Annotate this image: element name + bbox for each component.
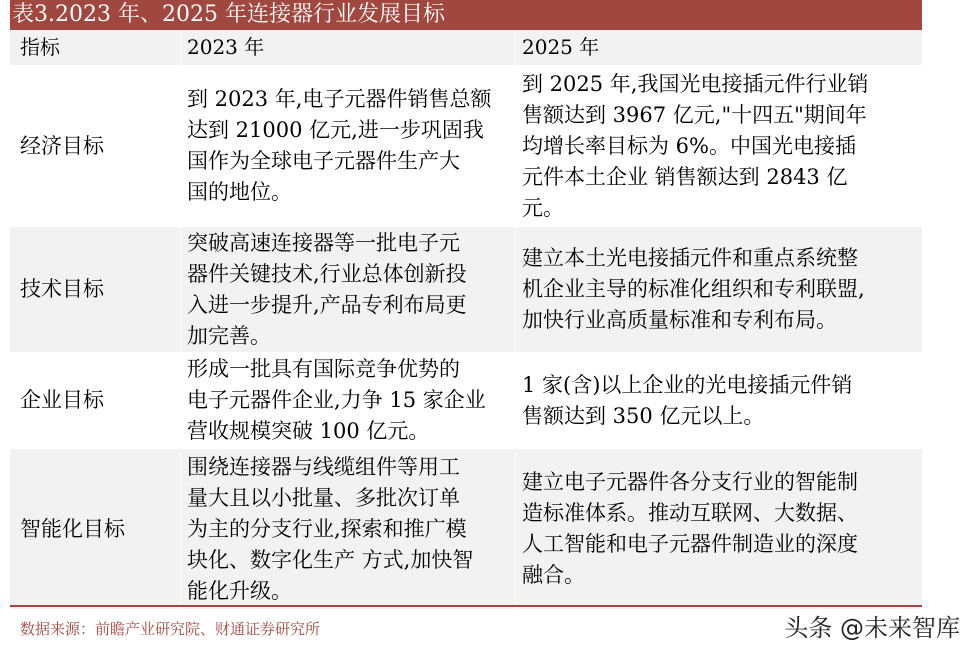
cell-line: 加快行业高质量标准和专利布局。 (522, 308, 837, 332)
cell-line: 入进一步提升,产品专利布局更 (187, 292, 467, 317)
header-indicator: 指标 (20, 35, 60, 59)
cell-line: 块化、数字化生产 方式,加快智 (187, 547, 474, 572)
cell-line: 形成一批具有国际竞争优势的 (187, 357, 460, 381)
cell-y2025 (515, 227, 922, 352)
cell-y2023 (180, 66, 515, 226)
cell-line: 到 2025 年,我国光电接插元件行业销 (522, 71, 869, 96)
row-label: 经济目标 (20, 133, 104, 158)
header-2023: 2023 年 (180, 30, 515, 65)
cell-line: 量大且以小批量、多批次订单 (187, 485, 460, 510)
cell-line: 1 家(含)以上企业的光电接插元件销 (522, 372, 853, 397)
cell-line: 突破高速连接器等一批电子元 (187, 230, 460, 255)
source-note: 数据来源：前瞻产业研究院、财通证券研究所 (20, 620, 321, 638)
cell-line: 造标准体系。推动互联网、大数据、 (522, 501, 858, 525)
cell-line: 器件关键技术,行业总体创新投 (187, 261, 467, 286)
cell-line: 元件本土企业 销售额达到 2843 亿 (522, 164, 848, 189)
row-label: 企业目标 (20, 388, 104, 412)
cell-line: 建立本土光电接插元件和重点系统整 (522, 246, 858, 270)
cell-line: 加完善。 (187, 323, 271, 348)
cell-line: 到 2023 年,电子元器件销售总额 (187, 87, 492, 111)
cell-line: 营收规模突破 100 亿元。 (187, 419, 430, 443)
table-row (10, 352, 922, 448)
cell-line: 售额达到 350 亿元以上。 (522, 403, 765, 428)
cell-line: 元。 (522, 195, 564, 220)
cell-line: 电子元器件企业,力争 15 家企业 (187, 388, 486, 412)
header-2025: 2025 年 (515, 30, 922, 65)
cell-line: 围绕连接器与线缆组件等用工 (187, 454, 460, 479)
cell-line: 能化升级。 (187, 578, 292, 603)
cell-line: 售额达到 3967 亿元,"十四五"期间年 (522, 102, 867, 127)
row-label: 技术目标 (20, 277, 104, 301)
cell-line: 国的地位。 (187, 180, 292, 204)
cell-line: 融合。 (522, 563, 585, 587)
row-label: 智能化目标 (20, 516, 125, 541)
cell-line: 为主的分支行业,探索和推广模 (187, 516, 467, 541)
cell-y2025 (515, 353, 922, 448)
goals-table (10, 30, 922, 609)
table-title: 表3.2023 年、2025 年连接器行业发展目标 (10, 0, 922, 30)
table-row (10, 226, 922, 352)
watermark: 头条 @未来智库 (784, 614, 960, 642)
cell-y2023 (180, 449, 515, 609)
cell-line: 国作为全球电子元器件生产大 (187, 149, 460, 173)
cell-y2023 (180, 353, 515, 448)
cell-line: 机企业主导的标准化组织和专利联盟, (522, 277, 865, 301)
cell-y2025 (515, 449, 922, 609)
table-header-row (10, 30, 922, 65)
cell-line: 达到 21000 亿元,进一步巩固我 (187, 118, 484, 142)
cell-line: 人工智能和电子元器件制造业的深度 (522, 532, 858, 556)
cell-line: 均增长率目标为 6%。中国光电接插 (522, 133, 856, 158)
cell-line: 建立电子元器件各分支行业的智能制 (522, 470, 858, 494)
cell-y2025 (515, 66, 922, 226)
bottom-rule (10, 605, 922, 607)
table-row (10, 448, 922, 609)
table-row (10, 65, 922, 226)
cell-y2023 (180, 227, 515, 352)
